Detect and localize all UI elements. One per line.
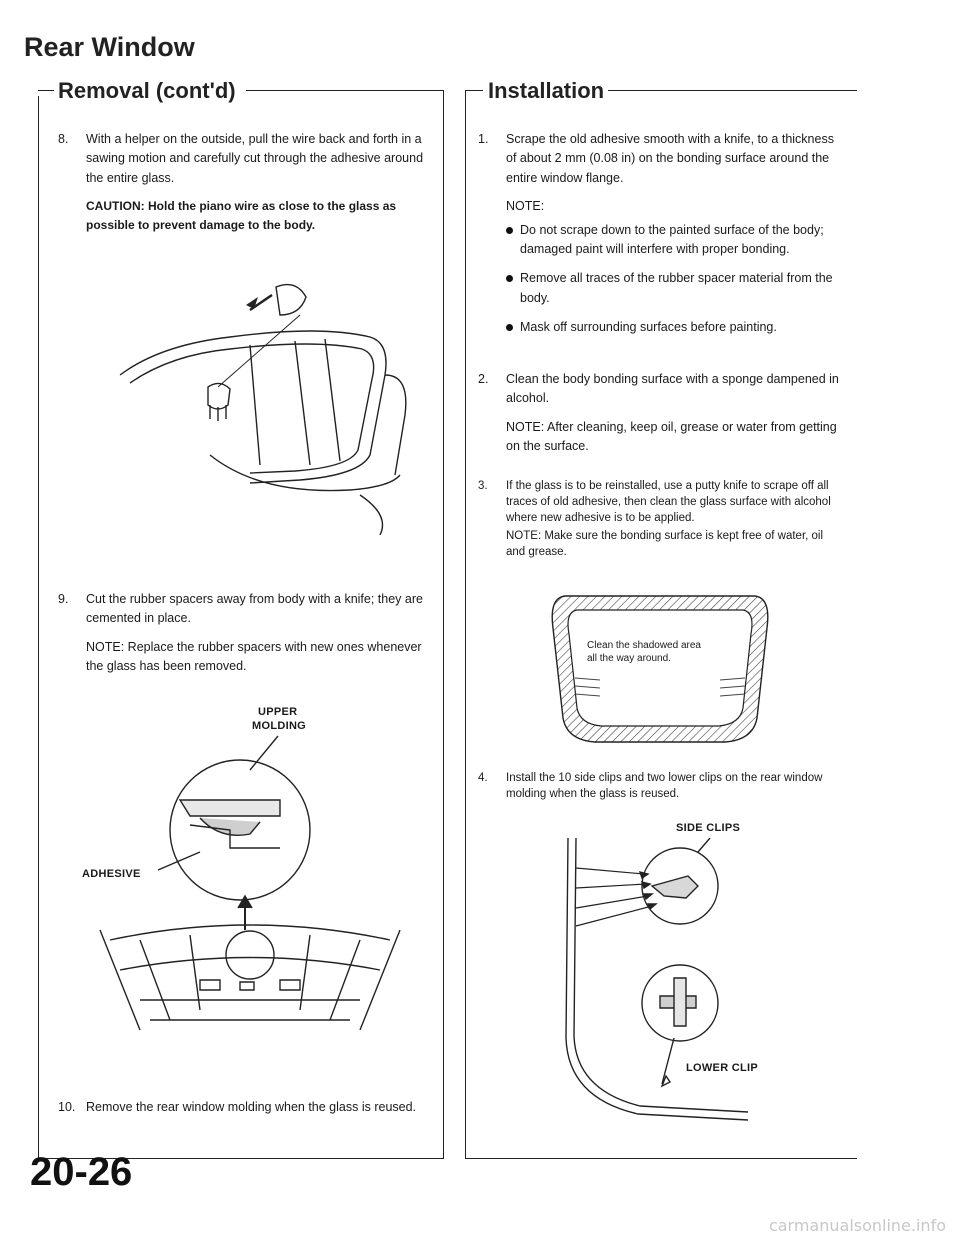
step-text: If the glass is to be reinstalled, use a putty knife to scrape off all traces of old adhesive, then clean the glass surface with alcohol where new adhesive is to be applied. xyxy=(506,480,831,525)
window-bonding-area-illustration xyxy=(545,588,775,748)
label-adhesive: ADHESIVE xyxy=(82,868,141,880)
step-text: Remove the rear window molding when the glass is reused. xyxy=(86,1100,417,1114)
step-number: 9. xyxy=(58,592,69,606)
label-molding: MOLDING xyxy=(252,720,307,732)
installation-heading: Installation xyxy=(484,78,608,104)
step-text: Scrape the old adhesive smooth with a knife, to a thickness of about 2 mm (0.08 in) on the bonding surface around the entire window flange. xyxy=(506,132,834,185)
removal-heading: Removal (cont'd) xyxy=(54,78,240,104)
molding-section-illustration xyxy=(80,730,420,1050)
step-number: 4. xyxy=(478,772,488,784)
step-text: With a helper on the outside, pull the wire back and forth in a sawing motion and carefully cut through the adhesive around the entire glass. xyxy=(86,132,424,185)
note-text: NOTE: Make sure the bonding surface is kept free of water, oil and grease. xyxy=(506,530,824,559)
installation-step-2 xyxy=(478,370,843,466)
installation-step-3 xyxy=(478,478,843,569)
label-lower-clip: LOWER CLIP xyxy=(686,1062,759,1074)
bullet-item: Mask off surrounding surfaces before painting. xyxy=(506,318,843,337)
label-upper: UPPER xyxy=(258,706,298,718)
installation-rule xyxy=(600,90,857,91)
note-label: NOTE: xyxy=(506,199,545,214)
installation-step-4 xyxy=(478,770,843,811)
removal-step-9 xyxy=(58,590,428,686)
step-number: 2. xyxy=(478,372,489,386)
page-number: 20-26 xyxy=(30,1150,133,1194)
removal-step-8 xyxy=(58,130,428,243)
shadowed-area-note-line2: all the way around. xyxy=(587,653,671,664)
removal-rule xyxy=(246,90,444,91)
removal-frame-right xyxy=(443,90,444,1158)
note-text: NOTE: After cleaning, keep oil, grease or water from getting on the surface. xyxy=(506,419,837,454)
step-text: Install the 10 side clips and two lower clips on the rear window molding when the glass is reused. xyxy=(506,772,823,801)
page-title: Rear Window xyxy=(24,32,195,62)
installation-step-1 xyxy=(478,130,843,347)
bullet-item: Do not scrape down to the painted surface of the body; damaged paint will interfere with proper bonding. xyxy=(506,221,843,260)
step-number: 3. xyxy=(478,480,488,492)
removal-step-10 xyxy=(58,1098,428,1126)
step-text: Cut the rubber spacers away from body with a knife; they are cemented in place. xyxy=(86,592,423,626)
step-number: 1. xyxy=(478,132,489,146)
label-side-clips: SIDE CLIPS xyxy=(676,822,741,834)
step-text: Clean the body bonding surface with a sponge dampened in alcohol. xyxy=(506,372,839,406)
note-text: NOTE: Replace the rubber spacers with new ones whenever the glass has been removed. xyxy=(86,639,422,674)
installation-left-border xyxy=(465,90,466,1158)
caution-text: CAUTION: Hold the piano wire as close to the glass as possible to prevent damage to the body. xyxy=(86,199,397,232)
wire-cutting-illustration xyxy=(100,275,430,535)
bullet-item: Remove all traces of the rubber spacer material from the body. xyxy=(506,269,843,308)
molding-clips-illustration xyxy=(548,838,778,1128)
shadowed-area-note-line1: Clean the shadowed area xyxy=(587,640,701,651)
watermark: carmanualsonline.info xyxy=(768,1216,946,1235)
step-number: 10. xyxy=(58,1100,76,1114)
installation-bottom-border xyxy=(465,1158,857,1159)
installation-rule-left xyxy=(465,90,483,91)
step-number: 8. xyxy=(58,132,69,146)
